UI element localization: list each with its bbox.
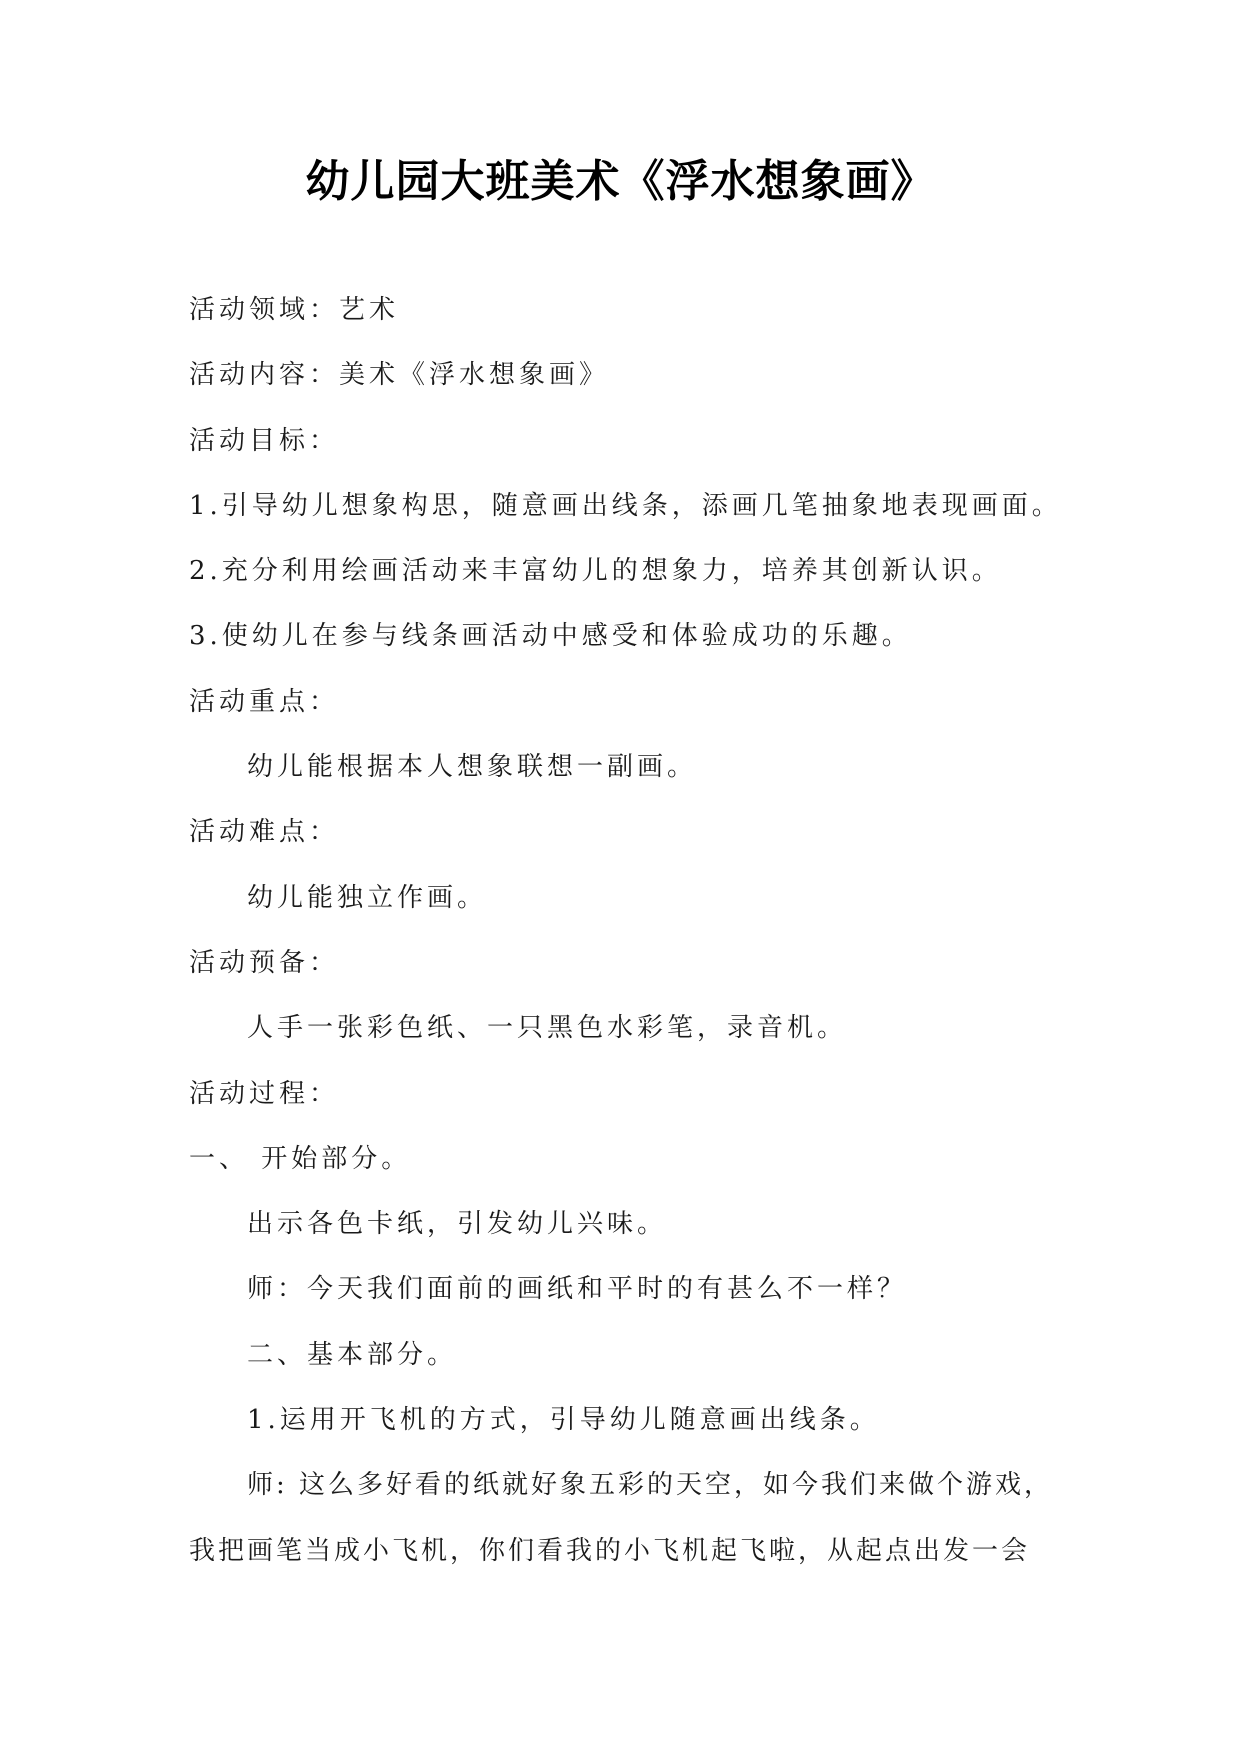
process-text: 师：今天我们面前的画纸和平时的有甚么不一样？ xyxy=(247,1274,908,1305)
process-text: 师: 这么多好看的纸就好象五彩的天空，如今我们来做个游戏， xyxy=(247,1470,1054,1501)
process-part-2: 二、基本部分。 xyxy=(247,1339,458,1370)
heading-difficulty: 活动难点： xyxy=(189,817,340,848)
heading-key-point: 活动重点： xyxy=(189,686,340,717)
process-part-1: 一、 开始部分。 xyxy=(189,1143,412,1174)
document-body xyxy=(189,288,1069,1594)
process-text: 1.运用开飞机的方式，引导幼儿随意画出线条。 xyxy=(247,1405,880,1436)
preparation-text: 人手一张彩色纸、一只黑色水彩笔，录音机。 xyxy=(247,1013,848,1044)
process-text: 出示各色卡纸，引发幼儿兴味。 xyxy=(247,1209,668,1240)
goal-item-2: 2.充分利用绘画活动来丰富幼儿的想象力，培养其创新认识。 xyxy=(189,556,1002,587)
document-title: 幼儿园大班美术《浮水想象画》 xyxy=(305,156,936,207)
line-domain: 活动领域：艺术 xyxy=(189,295,400,325)
heading-preparation: 活动预备： xyxy=(189,947,340,978)
key-point-text: 幼儿能根据本人想象联想一副画。 xyxy=(247,752,698,783)
difficulty-text: 幼儿能独立作画。 xyxy=(247,882,488,913)
line-content: 活动内容：美术《浮水想象画》 xyxy=(189,360,610,391)
goal-item-1: 1.引导幼儿想象构思，随意画出线条，添画几笔抽象地表现画面。 xyxy=(189,490,1062,521)
heading-process: 活动过程： xyxy=(189,1078,340,1109)
process-text: 我把画笔当成小飞机，你们看我的小飞机起飞啦，从起点出发一会 xyxy=(189,1535,1031,1566)
heading-goals: 活动目标： xyxy=(189,425,340,456)
goal-item-3: 3.使幼儿在参与线条画活动中感受和体验成功的乐趣。 xyxy=(189,621,912,652)
